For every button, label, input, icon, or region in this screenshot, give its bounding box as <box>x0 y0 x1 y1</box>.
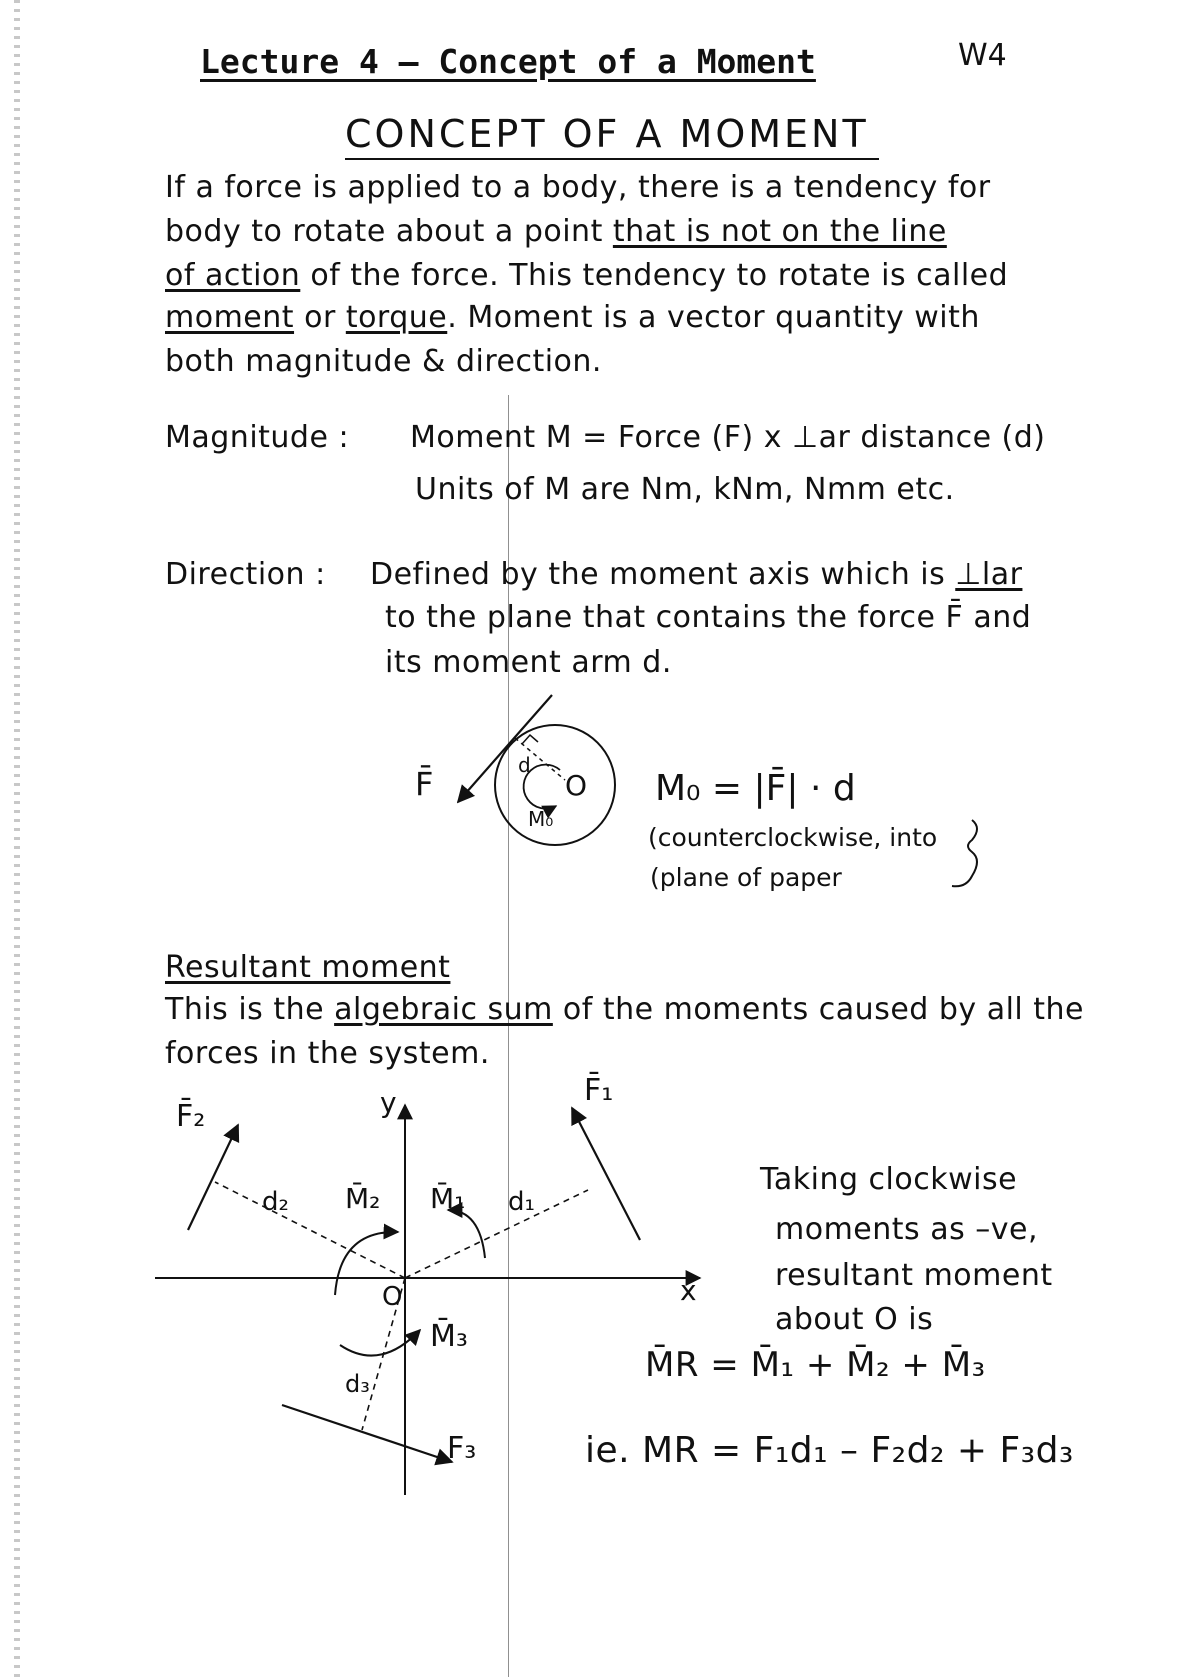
resultant-heading: Resultant moment <box>165 950 451 985</box>
page-reference: W4 <box>958 38 1007 73</box>
moment-note-2: (plane of paper <box>650 863 842 892</box>
m3-label: M̄₃ <box>430 1319 468 1354</box>
force-f3 <box>282 1405 452 1462</box>
m2-label: M̄₂ <box>345 1182 381 1215</box>
note-brace <box>952 820 977 886</box>
resultant-scalar-equation: ie. MR = F₁d₁ – F₂d₂ + F₃d₃ <box>585 1430 1074 1471</box>
moment-label: M₀ <box>528 807 554 831</box>
intro-line-4-or: or <box>294 300 346 335</box>
moment-arc-m3 <box>340 1330 420 1356</box>
y-axis-label: y <box>380 1086 397 1119</box>
f3-label: F₃ <box>447 1431 477 1466</box>
rotation-circle <box>495 725 615 845</box>
direction-line-3: its moment arm d. <box>385 645 672 680</box>
point-label: O <box>565 769 588 802</box>
term-torque: torque <box>345 300 448 335</box>
d1-label: d₁ <box>508 1187 535 1217</box>
force-f1 <box>572 1108 640 1240</box>
right-angle-mark <box>522 735 538 744</box>
intro-line-3-underlined: of action <box>165 258 301 293</box>
force-line-of-action <box>458 695 552 802</box>
force-f2 <box>188 1125 238 1230</box>
f2-label: F̄₂ <box>176 1099 206 1134</box>
page-title: Lecture 4 – Concept of a Moment <box>200 42 816 81</box>
term-algebraic-sum: algebraic sum <box>334 992 553 1027</box>
direction-label: Direction : <box>165 557 326 592</box>
intro-line-5: both magnitude & direction. <box>165 344 602 379</box>
moment-note-1: (counterclockwise, into <box>648 823 938 852</box>
f1-label: F̄₁ <box>584 1073 614 1108</box>
m1-label: M̄₁ <box>430 1182 466 1215</box>
intro-line-1: If a force is applied to a body, there is a tendency for <box>165 170 991 205</box>
intro-line-2-text: body to rotate about a point <box>165 214 613 249</box>
direction-perpendicular: ⊥lar <box>955 557 1023 592</box>
arm-label: d <box>518 753 531 777</box>
direction-line-1-text: Defined by the moment axis which is <box>370 557 956 592</box>
moment-equation: M₀ = |F̄| · d <box>655 768 856 809</box>
direction-line-2: to the plane that contains the force F̄ and <box>385 600 1032 635</box>
note-line-3: resultant moment <box>775 1258 1053 1293</box>
note-line-2: moments as –ve, <box>775 1212 1038 1247</box>
d2-label: d₂ <box>262 1187 289 1217</box>
section-heading: CONCEPT OF A MOMENT <box>345 112 879 160</box>
d3-label: d₃ <box>345 1370 370 1398</box>
figure-resultant <box>155 1072 700 1495</box>
resultant-line-1-rest: of the moments caused by all the <box>552 992 1085 1027</box>
intro-line-2-underlined: that is not on the line <box>612 214 947 249</box>
figure-single-force <box>415 695 977 892</box>
moment-arc-m1 <box>448 1210 485 1258</box>
resultant-vector-equation: M̄R = M̄₁ + M̄₂ + M̄₃ <box>645 1345 986 1385</box>
resultant-line-1-text: This is the <box>165 992 335 1027</box>
term-moment: moment <box>165 300 295 335</box>
origin-label: O <box>382 1282 403 1312</box>
note-line-1: Taking clockwise <box>760 1162 1018 1197</box>
magnitude-label: Magnitude : <box>165 420 350 455</box>
force-label: F̄ <box>415 765 434 803</box>
intro-line-3-text: of the force. This tendency to rotate is called <box>300 258 1009 293</box>
magnitude-units: Units of M are Nm, kNm, Nmm etc. <box>415 472 955 507</box>
note-line-4: about O is <box>775 1302 934 1337</box>
resultant-line-2: forces in the system. <box>165 1036 490 1071</box>
x-axis-label: x <box>680 1274 697 1307</box>
magnitude-formula: Moment M = Force (F) x ⊥ar distance (d) <box>410 420 1046 455</box>
intro-line-4-text: . Moment is a vector quantity with <box>447 300 980 335</box>
